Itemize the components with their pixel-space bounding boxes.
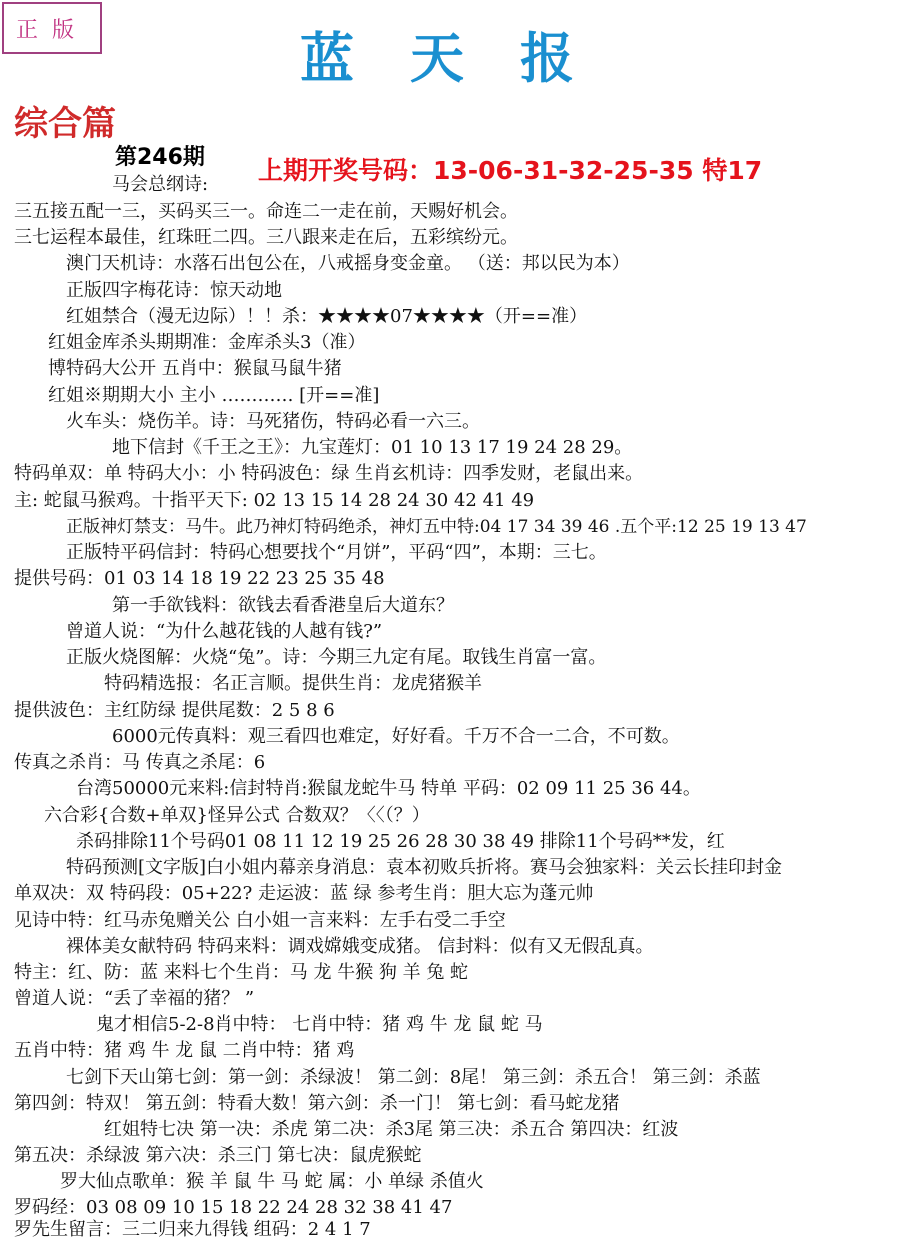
last-draw-numbers: 上期开奖号码：13-06-31-32-25-35 特17 xyxy=(258,156,763,185)
text-line: 火车头：烧伤羊。诗：马死猪伤，特码必看一六三。 xyxy=(66,411,480,432)
text-line: 正版四字梅花诗：惊天动地 xyxy=(66,280,282,301)
text-line: 台湾50000元来料:信封特肖:猴鼠龙蛇牛马 特单 平码：02 09 11 25 36 44。 xyxy=(76,778,701,799)
text-line: 特码精选报：名正言顺。提供生肖：龙虎猪猴羊 xyxy=(104,673,482,694)
text-line: 提供波色：主红防绿 提供尾数：2 5 8 6 xyxy=(14,700,335,721)
text-line: 六合彩{合数+单双}怪异公式 合数双？〈〈（？） xyxy=(44,805,430,826)
text-line: 五肖中特：猪 鸡 牛 龙 鼠 二肖中特：猪 鸡 xyxy=(14,1040,355,1061)
text-line: 主: 蛇鼠马猴鸡。十指平天下: 02 13 15 14 28 24 30 42 41 49 xyxy=(14,490,535,511)
text-line: 特码预测[文字版]白小姐内幕亲身消息：袁本初败兵折将。赛马会独家料：关云长挂印封金 xyxy=(66,857,783,878)
text-line: 正版火烧图解：火烧“兔”。诗：今期三九定有尾。取钱生肖富一富。 xyxy=(66,647,607,668)
text-line: 罗码经：03 08 09 10 15 18 22 24 28 32 38 41 47 xyxy=(14,1197,453,1218)
text-line: 罗大仙点歌单：猴 羊 鼠 牛 马 蛇 属：小 单绿 杀值火 xyxy=(60,1171,484,1192)
text-line: 传真之杀肖：马 传真之杀尾：6 xyxy=(14,752,266,773)
text-line: 红姐金库杀头期期准：金库杀头3（准） xyxy=(48,332,366,353)
text-line: 特主：红、防：蓝 来料七个生肖：马 龙 牛猴 狗 羊 兔 蛇 xyxy=(14,962,469,983)
text-line: 裸体美女献特码 特码来料：调戏嫦娥变成猪。 信封料：似有又无假乱真。 xyxy=(66,936,654,957)
section-heading: 综合篇 xyxy=(14,104,116,144)
text-line: 正版神灯禁支：马牛。此乃神灯特码绝杀，神灯五中特:04 17 34 39 46 .五个平:12 25 19 13 47 xyxy=(66,517,807,537)
text-line: 澳门天机诗：水落石出包公在，八戒摇身变金童。 （送：邦以民为本） xyxy=(66,253,630,274)
text-line: 提供号码：01 03 14 18 19 22 23 25 35 48 xyxy=(14,568,385,589)
newspaper-title: 蓝天报 xyxy=(300,26,630,90)
authentic-edition-badge: 正版 xyxy=(2,2,102,54)
text-line: 博特码大公开 五肖中：猴鼠马鼠牛猪 xyxy=(48,358,342,379)
text-line: 七剑下天山第七剑：第一剑：杀绿波！ 第二剑：8尾！ 第三剑：杀五合！ 第三剑：杀蓝 xyxy=(66,1067,761,1088)
text-line: 正版特平码信封：特码心想要找个“月饼”，平码“四”，本期：三七。 xyxy=(66,542,607,563)
text-line: 红姐特七决 第一决：杀虎 第二决：杀3尾 第三决：杀五合 第四决：红波 xyxy=(104,1119,679,1140)
text-line: 曾道人说：“为什么越花钱的人越有钱?” xyxy=(66,621,383,642)
text-line: 马会总纲诗: xyxy=(112,174,209,195)
text-line: 第四剑：特双！ 第五剑：特看大数！第六剑：杀一门！ 第七剑：看马蛇龙猪 xyxy=(14,1093,620,1114)
text-line: 地下信封《千王之王》：九宝莲灯：01 10 13 17 19 24 28 29。 xyxy=(112,437,633,458)
text-line: 鬼才相信5-2-8肖中特： 七肖中特：猪 鸡 牛 龙 鼠 蛇 马 xyxy=(96,1014,543,1035)
text-line: 曾道人说：“丢了幸福的猪？ ” xyxy=(14,988,255,1009)
text-line: 第一手欲钱料：欲钱去看香港皇后大道东？ xyxy=(112,595,454,616)
text-line: 三七运程本最佳，红珠旺二四。三八跟来走在后，五彩缤纷元。 xyxy=(14,227,518,248)
issue-number: 第246期 xyxy=(115,145,205,170)
text-line: 罗先生留言：三二归来九得钱 组码：2 4 1 7 xyxy=(14,1219,371,1240)
text-line: 6000元传真料：观三看四也难定，好好看。千万不合一二合，不可数。 xyxy=(112,726,680,747)
text-line: 杀码排除11个号码01 08 11 12 19 25 26 28 30 38 49 排除11个号码**发，红 xyxy=(76,831,725,852)
text-line: 见诗中特：红马赤兔赠关公 白小姐一言来料：左手右受二手空 xyxy=(14,910,506,931)
text-line: 单双决：双 特码段：05+22? 走运波：蓝 绿 参考生肖：胆大忘为蓬元帅 xyxy=(14,883,594,904)
text-line: 三五接五配一三，买码买三一。命连二一走在前，天赐好机会。 xyxy=(14,201,518,222)
text-line: 第五决：杀绿波 第六决：杀三门 第七决：鼠虎猴蛇 xyxy=(14,1145,422,1166)
text-line: 特码单双：单 特码大小：小 特码波色：绿 生肖玄机诗：四季发财，老鼠出来。 xyxy=(14,463,644,484)
text-line: 红姐禁合（漫无边际）！！杀：★★★★07★★★★（开==准） xyxy=(66,306,588,327)
text-line: 红姐※期期大小 主小 ………… [开==准] xyxy=(48,385,380,406)
